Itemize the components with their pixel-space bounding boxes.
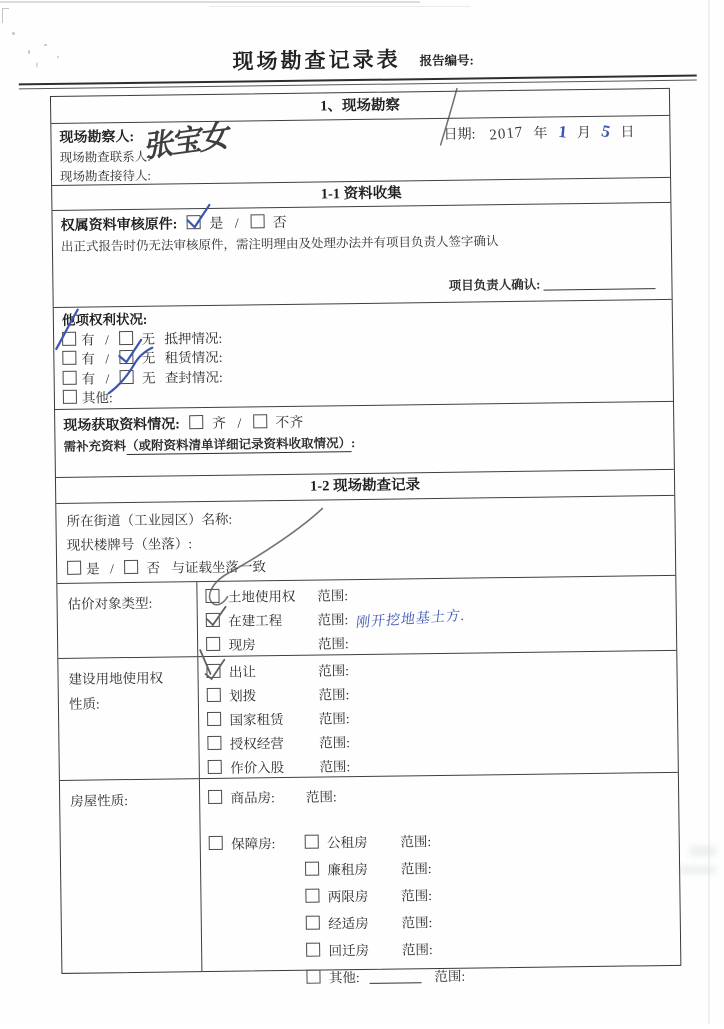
- survey-form-table: [50, 88, 681, 986]
- checkbox-allocation[interactable]: [207, 688, 221, 702]
- option-label: 其他:: [328, 970, 360, 986]
- separator: /: [105, 370, 110, 386]
- range-label: 范围:: [305, 789, 337, 805]
- checkbox-commodity-house[interactable]: [208, 790, 222, 804]
- handwritten-month: 1: [557, 121, 568, 142]
- confirm-label: 项目负责人确认:: [448, 277, 541, 293]
- report-number-label: 报告编号:: [419, 53, 474, 69]
- checkbox-original-no[interactable]: [250, 214, 264, 228]
- option-public-rental: [305, 828, 464, 857]
- option-label: 土地使用权: [227, 588, 296, 605]
- checkbox-seizure-have[interactable]: [63, 370, 77, 384]
- section-header-survey: 1、现场勘察: [51, 89, 669, 124]
- handwritten-day: 5: [599, 121, 612, 142]
- checkbox-mortgage-none[interactable]: [119, 330, 133, 344]
- incomplete-label: 不齐: [275, 415, 304, 432]
- checkbox-existing-house[interactable]: [206, 637, 220, 651]
- checkbox-rights-other[interactable]: [63, 390, 77, 404]
- checkbox-low-rent[interactable]: [305, 862, 319, 876]
- have-label: 有: [81, 370, 96, 387]
- separator: /: [104, 331, 109, 347]
- option-label: 商品房:: [230, 790, 275, 806]
- checkbox-under-construction[interactable]: [206, 613, 220, 627]
- supplement-colon: :: [350, 436, 356, 451]
- handwritten-range-annotation: 刚开挖地基土方.: [355, 608, 466, 631]
- range-label: 范围:: [400, 834, 432, 850]
- separator: /: [234, 216, 239, 232]
- plate-label: 现状楼牌号（坐落）:: [66, 536, 193, 553]
- location-cell: [56, 496, 675, 584]
- date-line: [443, 121, 641, 144]
- land-right-label: [58, 657, 200, 780]
- lease-item-label: 租赁情况:: [164, 349, 223, 366]
- month-unit: 月: [576, 125, 592, 142]
- option-house-other: [306, 963, 465, 992]
- original-review-label: 权属资料审核原件:: [60, 217, 178, 234]
- range-label: 范围:: [400, 861, 432, 877]
- surveyor-label: 现场勘察人:: [59, 129, 135, 146]
- option-label: 公租房: [327, 834, 368, 851]
- option-label: 国家租赁: [229, 712, 284, 728]
- option-label: 回迁房: [328, 942, 370, 959]
- checkbox-house-other[interactable]: [306, 970, 320, 984]
- range-label: 范围:: [318, 663, 350, 679]
- checkbox-state-lease[interactable]: [207, 712, 221, 726]
- checkbox-mortgage-have[interactable]: [62, 331, 76, 345]
- option-label: 廉租房: [327, 861, 369, 878]
- range-label: 范围:: [401, 942, 433, 958]
- option-label: 出让: [228, 664, 256, 680]
- checkbox-original-yes[interactable]: [187, 215, 201, 229]
- none-label: 无: [141, 331, 156, 347]
- checkbox-incomplete[interactable]: [253, 414, 267, 428]
- house-nature-label: 房屋性质:: [60, 779, 203, 973]
- checkbox-seizure-none[interactable]: [120, 369, 134, 383]
- separator: /: [105, 351, 110, 367]
- checkbox-grant[interactable]: [206, 664, 220, 678]
- obtain-label: 现场获取资料情况:: [63, 417, 181, 434]
- checkbox-relocation[interactable]: [306, 943, 320, 957]
- guarantee-sub-options: [305, 828, 466, 992]
- option-low-rent: [305, 855, 464, 884]
- range-label: 范围:: [318, 711, 350, 727]
- none-label: 无: [141, 370, 156, 386]
- land-right-options: [198, 651, 678, 778]
- option-affordable: [306, 909, 465, 938]
- checkbox-lease-none[interactable]: [119, 350, 133, 364]
- match-yes-label: 是: [86, 561, 100, 577]
- option-label: 授权经营: [229, 736, 284, 752]
- option-two-limit: [305, 882, 464, 911]
- range-label: 范围:: [434, 968, 466, 985]
- other-rights-cell: [54, 300, 673, 410]
- seizure-item-label: 查封情况:: [164, 369, 223, 386]
- land-right-label-line1: 建设用地使用权: [68, 670, 164, 687]
- street-label: 所在街道（工业园区）名称:: [66, 511, 233, 529]
- range-label: 范围:: [401, 888, 433, 904]
- rights-other-label: 其他:: [81, 390, 113, 406]
- have-label: 有: [81, 351, 95, 367]
- supplement-note: （或附资料清单详细记录资料收取情况）: [125, 436, 352, 454]
- other-rights-label: 他项权利状况:: [61, 311, 148, 328]
- have-label: 有: [81, 331, 95, 348]
- checkbox-two-limit[interactable]: [305, 889, 319, 903]
- obtained-materials-cell: [55, 402, 674, 478]
- confirm-signature-field[interactable]: [543, 276, 655, 290]
- checkbox-guarantee-house[interactable]: [209, 836, 223, 850]
- ownership-review-cell: [52, 203, 671, 308]
- range-label: 范围:: [401, 915, 433, 931]
- checkbox-public-rental[interactable]: [305, 835, 319, 849]
- supplement-label: 需补充资料: [63, 439, 127, 454]
- survey-info-row: [51, 116, 670, 186]
- original-no-label: 否: [272, 215, 287, 232]
- option-label: 经适房: [328, 915, 369, 932]
- checkbox-affordable[interactable]: [306, 916, 320, 930]
- original-review-note: 出正式报告时仍无法审核原件，需注明理由及处理办法并有项目负责人签字确认: [60, 234, 499, 254]
- day-unit: 日: [620, 125, 635, 141]
- option-label: 在建工程: [228, 613, 283, 629]
- object-type-options: [197, 576, 676, 656]
- checkbox-land-use-right[interactable]: [205, 589, 219, 603]
- section-header-record: 1-2 现场勘查记录: [56, 470, 674, 504]
- object-type-row: [57, 576, 676, 659]
- separator: /: [109, 561, 114, 577]
- handwritten-year: 2017: [488, 124, 524, 144]
- option-label: 划拨: [229, 688, 257, 704]
- range-label: 范围:: [317, 636, 349, 652]
- checkbox-match-yes[interactable]: [67, 561, 81, 575]
- match-no-label: 否: [146, 560, 161, 576]
- date-label: 日期:: [443, 127, 476, 143]
- range-label: 范围:: [319, 759, 351, 775]
- complete-label: 齐: [211, 416, 227, 432]
- original-yes-label: 是: [209, 216, 224, 232]
- guarantee-label: 保障房:: [231, 836, 276, 852]
- separator: /: [237, 416, 242, 432]
- checkbox-match-no[interactable]: [124, 560, 138, 574]
- option-label: 两限房: [327, 888, 369, 905]
- reception-label: 现场勘查接待人:: [59, 168, 152, 184]
- other-house-field[interactable]: [369, 970, 421, 984]
- none-label: 无: [141, 350, 156, 366]
- checkbox-complete[interactable]: [189, 415, 203, 429]
- range-label: 范围:: [319, 735, 351, 751]
- section-header-collect: 1-1 资料收集: [52, 178, 670, 211]
- checkbox-authorized-operation[interactable]: [207, 736, 221, 750]
- checkbox-lease-have[interactable]: [62, 351, 76, 365]
- guarantee-house-block: [209, 825, 681, 993]
- house-nature-options: [200, 773, 680, 986]
- match-label: 与证载坐落一致: [171, 559, 266, 576]
- house-nature-row: [60, 773, 680, 986]
- option-label: 作价入股: [230, 760, 285, 776]
- object-type-label: 估价对象类型:: [57, 582, 198, 658]
- checkbox-price-shareholding[interactable]: [208, 760, 222, 774]
- handwritten-surveyor-name: 张宝女: [143, 119, 231, 165]
- page-title: 现场勘查记录表: [232, 47, 401, 74]
- option-relocation: [306, 936, 465, 965]
- land-right-label-line2: 性质:: [68, 696, 100, 712]
- range-label: 范围:: [318, 687, 350, 703]
- contact-label: 现场勘查联系人:: [59, 149, 151, 165]
- range-label: 范围:: [317, 612, 349, 628]
- year-unit: 年: [533, 126, 548, 142]
- range-label: 范围:: [317, 588, 349, 604]
- option-label: 现房: [228, 637, 256, 653]
- land-right-row: [58, 651, 678, 781]
- mortgage-item-label: 抵押情况:: [164, 330, 223, 347]
